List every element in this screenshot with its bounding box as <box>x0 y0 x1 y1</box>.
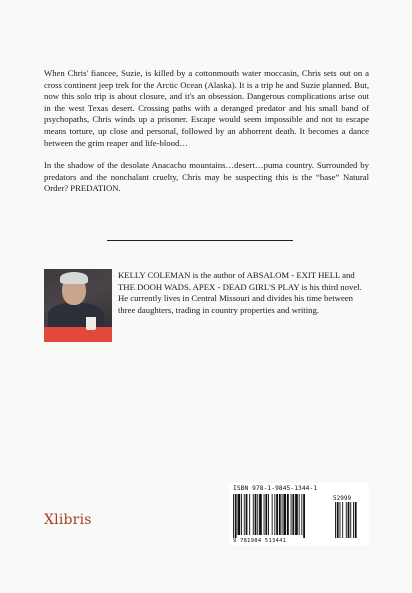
section-divider <box>107 240 293 241</box>
barcode-digits: 9 781984 513441 <box>233 538 287 544</box>
blurb-paragraph-1: When Chris' fiancee, Suzie, is killed by a cottonmouth water moccasin, Chris sets out on a cross continent jeep trek for the Arctic Ocean (Alaska). It is a trip he and Suzie planned. But, now this solo trip is about closure, and it's an obsession. Dangerous complications arise out in the west Texas desert. Crossing paths with a deranged predator and his small band of psychopaths, Chris winds up a prisoner. Escape would seem impossible and not to escape means torture, up close and personal, followed by an abhorrent death. It becomes a dance between the grim reaper and life-blood… <box>44 68 369 148</box>
author-photo-cup <box>86 317 96 330</box>
blurb-paragraph-2: In the shadow of the desolate Anacacho mountains…desert…puma country. Surrounded by predators and the nonchalant cruelty, Chris may be suspecting this is the “base” Natural Order? PREDATION. <box>44 160 369 194</box>
publisher-logo: Xlibris <box>44 512 92 528</box>
isbn-label: ISBN 978-1-9845-1344-1 <box>233 485 318 492</box>
barcode-image <box>233 494 367 538</box>
author-bio: KELLY COLEMAN is the author of ABSALOM - EXIT HELL and THE DOOH WADS. APEX - DEAD GIRL'S PLAY is his third novel. He currently lives in Central Missouri and divides his time between three daughters, trading in country properties and writing. <box>118 270 362 315</box>
author-photo-hair <box>60 272 88 284</box>
author-photo-table <box>44 327 112 342</box>
author-photo <box>44 269 112 342</box>
isbn-barcode-block <box>229 483 369 545</box>
barcode-price-code: 52999 <box>333 495 352 502</box>
book-blurb <box>44 68 369 206</box>
